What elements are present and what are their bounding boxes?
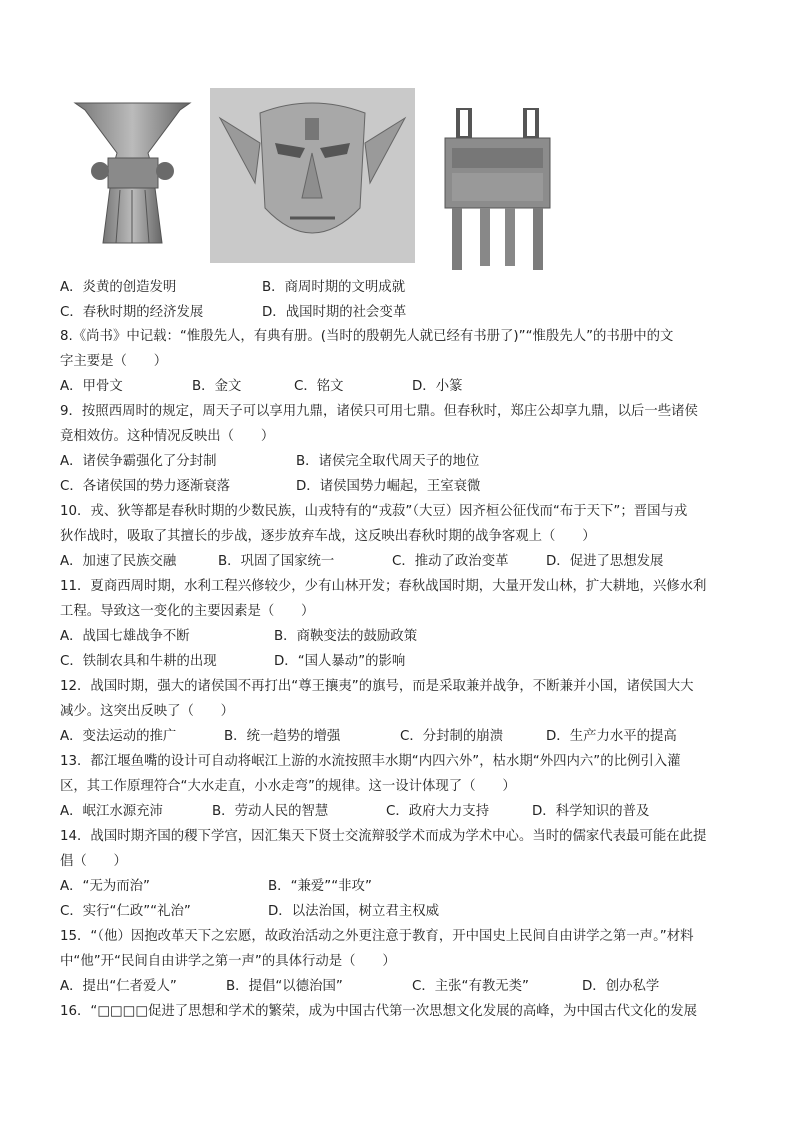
q11-option-a: A．战国七雄战争不断 [60, 629, 190, 644]
q14-stem-line-1: 14．战国时期齐国的稷下学宫，因汇集天下贤士交流辩驳学术而成为学术中心。当时的儒家代表最可能在此提 [60, 829, 707, 844]
q14-option-a: A．“无为而治” [60, 879, 150, 894]
q15-stem-line-2: 中“他”开“民间自由讲学之第一声”的具体行动是（ ） [60, 954, 396, 969]
q10-option-d: D．促进了思想发展 [546, 554, 664, 569]
q13-stem-line-1: 13．都江堰鱼嘴的设计可自动将岷江上游的水流按照丰水期“内四六外”，枯水期“外四内六”的比例引入灌 [60, 754, 681, 769]
q13-stem-line-2: 区，其工作原理符合“大水走直，小水走弯”的规律。这一设计体现了（ ） [60, 779, 516, 794]
q12-option-b: B．统一趋势的增强 [224, 729, 341, 744]
q12-option-c: C．分封制的崩溃 [400, 729, 504, 744]
q16-stem-line-1: 16．“□□□□促进了思想和学术的繁荣，成为中国古代第一次思想文化发展的高峰，为中国古代文化的发展 [60, 1004, 697, 1019]
q15-option-c: C．主张“有教无类” [412, 979, 529, 994]
q14-option-c: C．实行“仁政”“礼治” [60, 904, 191, 919]
q10-stem-line-2: 狄作战时，吸取了其擅长的步战，逐步放弃车战，这反映出春秋时期的战争客观上（ ） [60, 529, 596, 544]
q9-option-c: C．各诸侯国的势力逐渐衰落 [60, 479, 231, 494]
q11-option-c: C．铁制农具和牛耕的出现 [60, 654, 217, 669]
q10-option-c: C．推动了政治变革 [392, 554, 509, 569]
q9-stem-line-1: 9．按照西周时的规定，周天子可以享用九鼎，诸侯只可用七鼎。但春秋时，郑庄公却享九鼎，以后一些诸侯 [60, 404, 698, 419]
q12-option-a: A．变法运动的推广 [60, 729, 177, 744]
q8-stem-line-2: 字主要是（ ） [60, 354, 168, 369]
bronze-ding-cauldron-icon [440, 108, 555, 273]
q13-option-a: A．岷江水源充沛 [60, 804, 163, 819]
q13-option-d: D．科学知识的普及 [532, 804, 650, 819]
q7-option-a: A．炎黄的创造发明 [60, 280, 177, 295]
q8-option-b: B．金文 [192, 379, 242, 394]
q15-stem-line-1: 15．“（他）因抱改革天下之宏愿，故政治活动之外更注意于教育，开中国史上民间自由讲学之第一声。”材料 [60, 929, 694, 944]
q9-option-d: D．诸侯国势力崛起，王室衰微 [296, 479, 481, 494]
q8-option-c: C．铭文 [294, 379, 344, 394]
q12-stem-line-2: 减少。这突出反映了（ ） [60, 704, 235, 719]
q10-option-b: B．巩固了国家统一 [218, 554, 335, 569]
q7-option-c: C．春秋时期的经济发展 [60, 305, 204, 320]
q11-stem-line-2: 工程。导致这一变化的主要因素是（ ） [60, 604, 315, 619]
q12-option-d: D．生产力水平的提高 [546, 729, 677, 744]
q14-option-d: D．以法治国，树立君主权威 [268, 904, 439, 919]
q9-option-b: B．诸侯完全取代周天子的地位 [296, 454, 480, 469]
q11-option-b: B．商鞅变法的鼓励政策 [274, 629, 418, 644]
q11-stem-line-1: 11．夏商西周时期，水利工程兴修较少，少有山林开发；春秋战国时期，大量开发山林，扩大耕地，兴修水利 [60, 579, 707, 594]
q7-option-d: D．战国时期的社会变革 [262, 305, 407, 320]
q14-option-b: B．“兼爱”“非攻” [268, 879, 372, 894]
q15-option-d: D．创办私学 [582, 979, 660, 994]
q8-stem-line-1: 8.《尚书》中记载：“惟殷先人，有典有册。(当时的殷朝先人就已经有书册了)”“惟殷先人”的书册中的文 [60, 329, 674, 344]
q7-option-b: B．商周时期的文明成就 [262, 280, 406, 295]
q15-option-a: A．提出“仁者爱人” [60, 979, 177, 994]
q12-stem-line-1: 12．战国时期，强大的诸侯国不再打出“尊王攘夷”的旗号，而是采取兼并战争，不断兼并小国，诸侯国大大 [60, 679, 694, 694]
bronze-zun-vessel-icon [70, 98, 195, 248]
q13-option-c: C．政府大力支持 [386, 804, 490, 819]
q13-option-b: B．劳动人民的智慧 [212, 804, 329, 819]
q8-option-d: D．小篆 [412, 379, 463, 394]
q10-stem-line-1: 10．戎、狄等都是春秋时期的少数民族，山戎特有的“戎菽”（大豆）因齐桓公征伐而“布于天下”；晋国与戎 [60, 504, 688, 519]
q10-option-a: A．加速了民族交融 [60, 554, 177, 569]
q9-stem-line-2: 竟相效仿。这种情况反映出（ ） [60, 429, 275, 444]
artifact-image-row [70, 88, 570, 278]
q11-option-d: D．“国人暴动”的影响 [274, 654, 406, 669]
q9-option-a: A．诸侯争霸强化了分封制 [60, 454, 217, 469]
q15-option-b: B．提倡“以德治国” [226, 979, 343, 994]
q14-stem-line-2: 倡（ ） [60, 854, 127, 869]
bronze-mask-icon [210, 88, 415, 263]
q8-option-a: A．甲骨文 [60, 379, 123, 394]
